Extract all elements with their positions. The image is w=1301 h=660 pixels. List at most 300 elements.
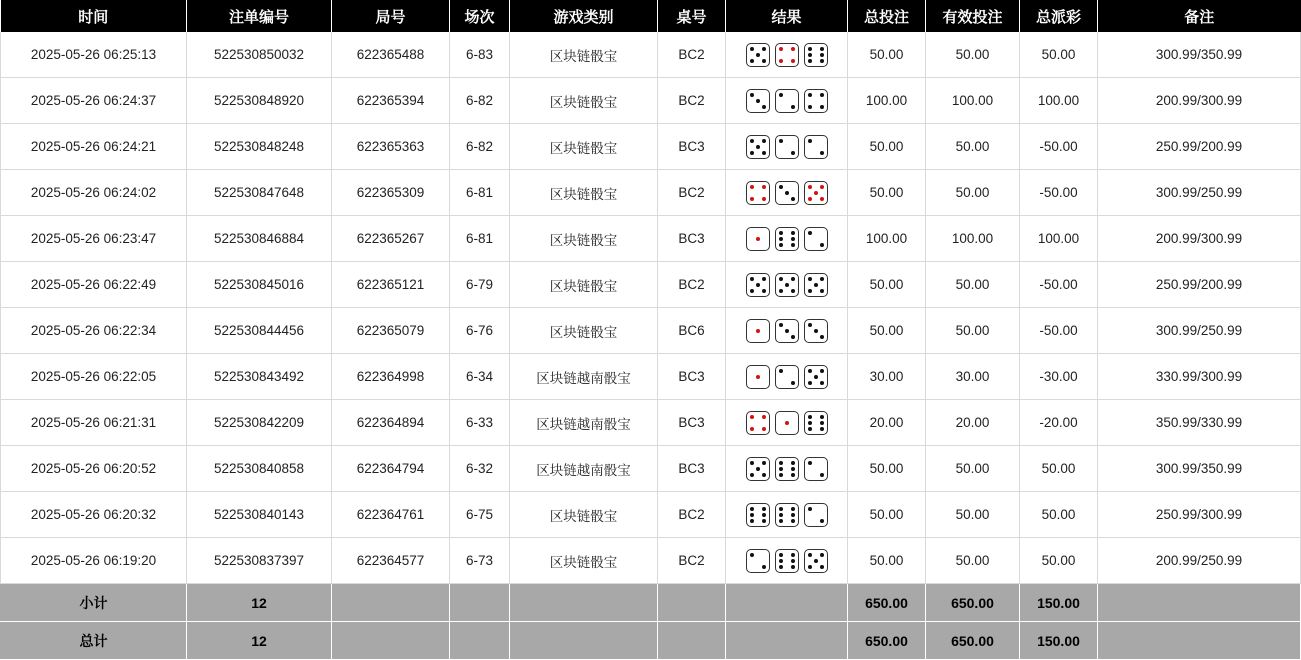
die-face-5 <box>804 365 828 389</box>
die-pip <box>762 277 766 281</box>
die-pip <box>820 99 824 103</box>
subtotal-payout: 150.00 <box>1020 584 1098 622</box>
die-face-6 <box>775 227 799 251</box>
die-pip <box>750 151 754 155</box>
die-pip <box>750 93 754 97</box>
table-row[interactable] <box>1 538 1301 584</box>
die-pip <box>779 421 783 425</box>
die-pip <box>791 185 795 189</box>
die-face-4 <box>775 43 799 67</box>
die-pip <box>791 47 795 51</box>
die-pip <box>808 375 812 379</box>
table-row[interactable] <box>1 446 1301 492</box>
die-pip <box>791 565 795 569</box>
cell-session: 6-82 <box>450 78 510 124</box>
cell-session: 6-76 <box>450 308 510 354</box>
cell-total-bet: 50.00 <box>848 32 926 78</box>
die-pip <box>814 369 818 373</box>
die-pip <box>820 59 824 63</box>
die-pip <box>779 53 783 57</box>
die-pip <box>820 329 824 333</box>
table-row[interactable] <box>1 308 1301 354</box>
die-pip <box>756 289 760 293</box>
table-row[interactable] <box>1 400 1301 446</box>
die-pip <box>750 105 754 109</box>
die-face-2 <box>804 227 828 251</box>
table-row[interactable] <box>1 262 1301 308</box>
column-header-total-bet[interactable]: 总投注 <box>848 0 926 32</box>
cell-table-no: BC6 <box>658 308 726 354</box>
cell-valid-bet: 50.00 <box>926 32 1020 78</box>
die-pip <box>779 565 783 569</box>
die-pip <box>808 191 812 195</box>
die-pip <box>762 145 766 149</box>
die-pip <box>791 519 795 523</box>
grandtotal-count: 12 <box>187 622 332 660</box>
die-pip <box>808 329 812 333</box>
column-header-order-no[interactable]: 注单编号 <box>187 0 332 32</box>
die-pip <box>808 553 812 557</box>
table-header-row <box>1 0 1301 32</box>
table-row[interactable] <box>1 216 1301 262</box>
die-pip <box>814 421 818 425</box>
die-pip <box>756 369 760 373</box>
die-pip <box>750 237 754 241</box>
die-face-1 <box>746 227 770 251</box>
die-pip <box>808 565 812 569</box>
die-face-2 <box>804 503 828 527</box>
cell-payout: 50.00 <box>1020 538 1098 584</box>
cell-total-bet: 50.00 <box>848 124 926 170</box>
die-pip <box>750 375 754 379</box>
die-pip <box>820 289 824 293</box>
die-pip <box>814 335 818 339</box>
cell-time: 2025-05-26 06:24:37 <box>1 78 187 124</box>
die-pip <box>779 415 783 419</box>
cell-result-dice <box>726 400 848 446</box>
die-pip <box>762 369 766 373</box>
die-pip <box>820 375 824 379</box>
die-pip <box>785 507 789 511</box>
cell-category: 区块链骰宝 <box>510 216 658 262</box>
die-pip <box>756 237 760 241</box>
die-pip <box>750 47 754 51</box>
die-pip <box>808 139 812 143</box>
die-pip <box>756 507 760 511</box>
cell-result-dice <box>726 124 848 170</box>
die-face-3 <box>775 181 799 205</box>
cell-table-no: BC2 <box>658 262 726 308</box>
cell-payout: -30.00 <box>1020 354 1098 400</box>
dice-group <box>730 135 843 159</box>
subtotal-row <box>1 584 1301 622</box>
dice-group <box>730 503 843 527</box>
die-pip <box>820 93 824 97</box>
die-pip <box>750 461 754 465</box>
die-pip <box>750 513 754 517</box>
die-pip <box>820 467 824 471</box>
cell-total-bet: 50.00 <box>848 308 926 354</box>
die-face-1 <box>746 365 770 389</box>
die-pip <box>791 329 795 333</box>
table-row[interactable] <box>1 32 1301 78</box>
die-pip <box>814 277 818 281</box>
die-pip <box>820 565 824 569</box>
cell-order-no: 522530848920 <box>187 78 332 124</box>
table-header <box>1 0 1301 32</box>
die-pip <box>808 277 812 281</box>
die-pip <box>762 421 766 425</box>
die-pip <box>820 323 824 327</box>
cell-category: 区块链越南骰宝 <box>510 400 658 446</box>
die-face-6 <box>804 43 828 67</box>
die-pip <box>785 185 789 189</box>
die-face-2 <box>775 365 799 389</box>
die-pip <box>808 237 812 241</box>
die-pip <box>791 139 795 143</box>
die-pip <box>750 191 754 195</box>
cell-time: 2025-05-26 06:24:21 <box>1 124 187 170</box>
die-pip <box>791 59 795 63</box>
die-pip <box>779 467 783 471</box>
die-pip <box>785 375 789 379</box>
column-header-session[interactable]: 场次 <box>450 0 510 32</box>
cell-valid-bet: 50.00 <box>926 308 1020 354</box>
die-pip <box>756 461 760 465</box>
die-pip <box>756 323 760 327</box>
cell-payout: 50.00 <box>1020 446 1098 492</box>
die-pip <box>791 323 795 327</box>
die-pip <box>808 99 812 103</box>
die-pip <box>814 185 818 189</box>
column-header-round-no[interactable]: 局号 <box>332 0 450 32</box>
die-face-3 <box>775 319 799 343</box>
cell-session: 6-82 <box>450 124 510 170</box>
die-pip <box>762 105 766 109</box>
die-pip <box>762 283 766 287</box>
die-face-4 <box>746 181 770 205</box>
die-pip <box>779 375 783 379</box>
die-pip <box>820 519 824 523</box>
die-pip <box>750 197 754 201</box>
die-pip <box>785 93 789 97</box>
die-pip <box>756 197 760 201</box>
die-pip <box>762 461 766 465</box>
die-pip <box>814 243 818 247</box>
grandtotal-blank-result <box>726 622 848 660</box>
die-pip <box>762 427 766 431</box>
die-pip <box>756 59 760 63</box>
column-header-category[interactable]: 游戏类别 <box>510 0 658 32</box>
die-face-1 <box>746 319 770 343</box>
cell-table-no: BC3 <box>658 124 726 170</box>
die-pip <box>750 381 754 385</box>
die-pip <box>791 243 795 247</box>
die-pip <box>750 145 754 149</box>
cell-total-bet: 30.00 <box>848 354 926 400</box>
die-pip <box>756 519 760 523</box>
die-pip <box>808 421 812 425</box>
grandtotal-row <box>1 622 1301 660</box>
die-pip <box>808 415 812 419</box>
die-pip <box>779 323 783 327</box>
die-pip <box>814 47 818 51</box>
cell-result-dice <box>726 446 848 492</box>
cell-time: 2025-05-26 06:24:02 <box>1 170 187 216</box>
cell-result-dice <box>726 262 848 308</box>
die-pip <box>785 421 789 425</box>
die-pip <box>814 507 818 511</box>
die-pip <box>808 47 812 51</box>
die-pip <box>779 427 783 431</box>
die-pip <box>762 335 766 339</box>
grandtotal-label: 总计 <box>1 622 187 660</box>
die-pip <box>791 231 795 235</box>
die-pip <box>779 289 783 293</box>
column-header-time[interactable]: 时间 <box>1 0 187 32</box>
die-pip <box>791 99 795 103</box>
die-pip <box>814 329 818 333</box>
die-face-5 <box>804 549 828 573</box>
cell-session: 6-34 <box>450 354 510 400</box>
die-face-5 <box>804 273 828 297</box>
cell-order-no: 522530837397 <box>187 538 332 584</box>
die-pip <box>814 415 818 419</box>
die-pip <box>808 461 812 465</box>
table-row[interactable] <box>1 124 1301 170</box>
cell-order-no: 522530845016 <box>187 262 332 308</box>
die-pip <box>762 139 766 143</box>
table-row[interactable] <box>1 170 1301 216</box>
die-pip <box>820 277 824 281</box>
die-pip <box>814 513 818 517</box>
dice-group <box>730 227 843 251</box>
die-pip <box>814 519 818 523</box>
column-header-result[interactable]: 结果 <box>726 0 848 32</box>
die-pip <box>756 93 760 97</box>
die-pip <box>779 145 783 149</box>
die-face-2 <box>775 89 799 113</box>
dice-group <box>730 365 843 389</box>
table-row[interactable] <box>1 492 1301 538</box>
die-pip <box>756 99 760 103</box>
die-pip <box>750 243 754 247</box>
die-pip <box>820 139 824 143</box>
die-pip <box>779 237 783 241</box>
cell-round-no: 622365394 <box>332 78 450 124</box>
subtotal-count: 12 <box>187 584 332 622</box>
die-pip <box>750 283 754 287</box>
die-pip <box>750 559 754 563</box>
die-pip <box>750 427 754 431</box>
die-pip <box>785 513 789 517</box>
die-pip <box>785 473 789 477</box>
die-pip <box>785 197 789 201</box>
cell-session: 6-33 <box>450 400 510 446</box>
cell-valid-bet: 50.00 <box>926 170 1020 216</box>
die-pip <box>791 283 795 287</box>
die-pip <box>756 185 760 189</box>
cell-table-no: BC2 <box>658 32 726 78</box>
column-header-payout[interactable]: 总派彩 <box>1020 0 1098 32</box>
die-pip <box>791 237 795 241</box>
column-header-valid-bet[interactable]: 有效投注 <box>926 0 1020 32</box>
die-pip <box>779 47 783 51</box>
cell-category: 区块链骰宝 <box>510 32 658 78</box>
die-pip <box>762 381 766 385</box>
die-pip <box>814 375 818 379</box>
die-pip <box>808 105 812 109</box>
cell-time: 2025-05-26 06:22:05 <box>1 354 187 400</box>
die-pip <box>762 553 766 557</box>
die-pip <box>785 243 789 247</box>
cell-total-bet: 50.00 <box>848 538 926 584</box>
cell-table-no: BC2 <box>658 170 726 216</box>
die-face-5 <box>804 181 828 205</box>
die-pip <box>785 369 789 373</box>
die-pip <box>820 151 824 155</box>
cell-time: 2025-05-26 06:20:32 <box>1 492 187 538</box>
die-pip <box>756 277 760 281</box>
die-pip <box>756 427 760 431</box>
subtotal-blank-session <box>450 584 510 622</box>
cell-category: 区块链骰宝 <box>510 308 658 354</box>
die-pip <box>762 151 766 155</box>
cell-order-no: 522530850032 <box>187 32 332 78</box>
cell-valid-bet: 50.00 <box>926 262 1020 308</box>
die-pip <box>820 237 824 241</box>
die-pip <box>750 329 754 333</box>
column-header-table-no[interactable]: 桌号 <box>658 0 726 32</box>
die-face-1 <box>775 411 799 435</box>
die-face-5 <box>746 135 770 159</box>
die-pip <box>791 375 795 379</box>
die-pip <box>808 473 812 477</box>
cell-round-no: 622364761 <box>332 492 450 538</box>
die-pip <box>756 145 760 149</box>
die-pip <box>785 237 789 241</box>
cell-total-bet: 20.00 <box>848 400 926 446</box>
die-pip <box>785 277 789 281</box>
die-pip <box>791 151 795 155</box>
die-pip <box>756 283 760 287</box>
die-pip <box>814 231 818 235</box>
die-pip <box>814 105 818 109</box>
die-pip <box>814 473 818 477</box>
die-pip <box>820 427 824 431</box>
die-pip <box>756 151 760 155</box>
table-row[interactable] <box>1 354 1301 400</box>
cell-payout: 100.00 <box>1020 78 1098 124</box>
cell-payout: -50.00 <box>1020 262 1098 308</box>
die-pip <box>762 59 766 63</box>
die-pip <box>808 283 812 287</box>
cell-result-dice <box>726 308 848 354</box>
die-pip <box>762 415 766 419</box>
die-pip <box>785 99 789 103</box>
die-pip <box>785 559 789 563</box>
die-pip <box>820 145 824 149</box>
die-pip <box>820 105 824 109</box>
die-face-6 <box>775 503 799 527</box>
cell-round-no: 622365363 <box>332 124 450 170</box>
cell-valid-bet: 20.00 <box>926 400 1020 446</box>
die-pip <box>750 507 754 511</box>
die-pip <box>820 473 824 477</box>
die-pip <box>808 197 812 201</box>
die-pip <box>750 231 754 235</box>
subtotal-valid-bet: 650.00 <box>926 584 1020 622</box>
subtotal-label: 小计 <box>1 584 187 622</box>
die-pip <box>785 461 789 465</box>
die-pip <box>750 473 754 477</box>
die-pip <box>791 415 795 419</box>
die-pip <box>779 507 783 511</box>
die-pip <box>756 139 760 143</box>
cell-payout: -50.00 <box>1020 124 1098 170</box>
cell-order-no: 522530848248 <box>187 124 332 170</box>
table-row[interactable] <box>1 78 1301 124</box>
die-pip <box>814 559 818 563</box>
cell-remark: 250.99/200.99 <box>1098 262 1301 308</box>
die-pip <box>791 553 795 557</box>
cell-category: 区块链骰宝 <box>510 262 658 308</box>
cell-round-no: 622364894 <box>332 400 450 446</box>
die-pip <box>756 467 760 471</box>
subtotal-blank-round <box>332 584 450 622</box>
die-pip <box>791 427 795 431</box>
die-pip <box>785 53 789 57</box>
die-pip <box>814 461 818 465</box>
die-pip <box>791 381 795 385</box>
cell-category: 区块链骰宝 <box>510 492 658 538</box>
die-pip <box>820 197 824 201</box>
die-pip <box>779 461 783 465</box>
cell-remark: 250.99/300.99 <box>1098 492 1301 538</box>
cell-valid-bet: 30.00 <box>926 354 1020 400</box>
cell-payout: 100.00 <box>1020 216 1098 262</box>
die-pip <box>820 553 824 557</box>
cell-session: 6-79 <box>450 262 510 308</box>
die-pip <box>808 231 812 235</box>
die-pip <box>779 139 783 143</box>
cell-remark: 300.99/350.99 <box>1098 446 1301 492</box>
cell-session: 6-32 <box>450 446 510 492</box>
dice-group <box>730 273 843 297</box>
die-pip <box>814 427 818 431</box>
cell-remark: 330.99/300.99 <box>1098 354 1301 400</box>
cell-total-bet: 50.00 <box>848 170 926 216</box>
cell-order-no: 522530842209 <box>187 400 332 446</box>
cell-valid-bet: 50.00 <box>926 124 1020 170</box>
die-pip <box>756 375 760 379</box>
cell-table-no: BC3 <box>658 216 726 262</box>
die-pip <box>820 243 824 247</box>
die-face-4 <box>746 411 770 435</box>
die-pip <box>750 59 754 63</box>
die-pip <box>820 507 824 511</box>
die-pip <box>791 145 795 149</box>
die-pip <box>808 507 812 511</box>
die-pip <box>750 467 754 471</box>
subtotal-total-bet: 650.00 <box>848 584 926 622</box>
die-pip <box>762 185 766 189</box>
column-header-remark[interactable]: 备注 <box>1098 0 1301 32</box>
cell-category: 区块链骰宝 <box>510 538 658 584</box>
die-pip <box>820 283 824 287</box>
die-face-6 <box>775 457 799 481</box>
cell-round-no: 622364998 <box>332 354 450 400</box>
